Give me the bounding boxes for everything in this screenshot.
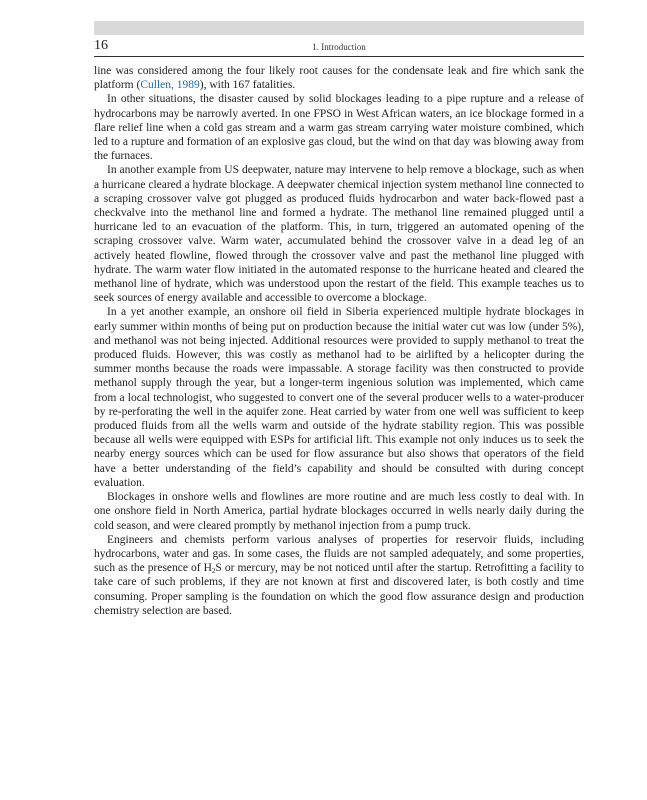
paragraph-5: Blockages in onshore wells and flowlines are more routine and are much less costly to deal with. In one onshore field in North America, partial hydrate blockages occurred in wells nearly daily during the cold season, and were cleared promptly by methanol injection from a pump truck. <box>94 491 584 532</box>
body-text <box>94 64 584 618</box>
paragraph-3: In another example from US deepwater, nature may intervene to help remove a blockage, such as when a hurricane cleared a hydrate blockage. A deepwater chemical injection system methanol line connected to a scraping crossover valve got plugged as produced fluids hydrocarbon and water back-flowed past a checkvalve into the methanol line and formed a hydrate. The methanol line remained plugged until a hurricane led to an evacuation of the platform. This, in turn, triggered an automated opening of the scraping crossover valve. Warm water, accumulated behind the crossover valve in a dead leg of an actively heated flowline, flowed through the crossover valve and past the methanol line plugged with hydrate. The warm water flow initiated in the automated response to the hurricane heated and cleared the methanol line of hydrate, which was understood upon the restart of the field. This example teaches us to seek sources of energy available and accessible to overcome a blockage. <box>94 164 584 305</box>
paragraph-1-text-a: line was considered among the four likely root causes for the condensate leak and fire which sank the platform ( <box>94 65 584 92</box>
header-bar <box>94 21 584 35</box>
page-number: 16 <box>94 38 108 53</box>
paragraph-6 <box>94 533 584 618</box>
citation-link[interactable]: Cullen, 1989 <box>140 79 200 92</box>
subscript-2: 2 <box>211 567 216 576</box>
running-head: 1. Introduction <box>312 42 366 52</box>
paragraph-4: In a yet another example, an onshore oil field in Siberia experienced multiple hydrate blockages in early summer within months of being put on production because the initial water cut was low (under 5%), and methanol was not being injected. Additional resources were provided to supply methanol to treat the produced fluids. However, this was costly as methanol had to be airlifted by a helicopter during the summer months because the roads were impassable. A storage facility was then constructed to provide methanol supply through the year, but a longer-term ingenious solution was implemented, which came from a local technologist, who suggested to convert one of the several producer wells to a water-producer by re-perforating the well in the aquifer zone. Heat carried by water from one well was sufficient to keep produced fluids from all the wells warm and outside of the hydrate stability region. This was possible because all wells were equipped with ESPs for artificial lift. This example not only induces us to seek the nearby energy sources which can be used for flow assurance but also shows that operators of the field have a better understanding of the field’s capability and should be consulted with during concept evaluation. <box>94 306 584 489</box>
paragraph-1 <box>94 64 584 92</box>
header-rule <box>94 56 584 57</box>
paragraph-6-text-b: S or mercury, may be not noticed until after the startup. Retrofitting a facility to take care of such problems, if they are not known at first and discovered later, is both costly and time consuming. Proper sampling is the foundation on which the good flow assurance design and production chemistry selection are based. <box>94 562 584 617</box>
paragraph-2: In other situations, the disaster caused by solid blockages leading to a pipe rupture and a release of hydrocarbons may be narrowly averted. In one FPSO in West African waters, an ice blockage formed in a flare relief line when a cold gas stream and a warm gas stream carrying water moisture combined, which led to a rupture and formation of an explosive gas cloud, but the wind on that day was blowing away from the furnaces. <box>94 93 584 163</box>
paragraph-6-text-a: Engineers and chemists perform various analyses of properties for reservoir fluids, including hydrocarbons, water and gas. In some cases, the fluids are not sampled adequately, and some properties, such as the presence of H <box>94 533 584 575</box>
paragraph-1-text-b: ), with 167 fatalities. <box>199 79 296 92</box>
